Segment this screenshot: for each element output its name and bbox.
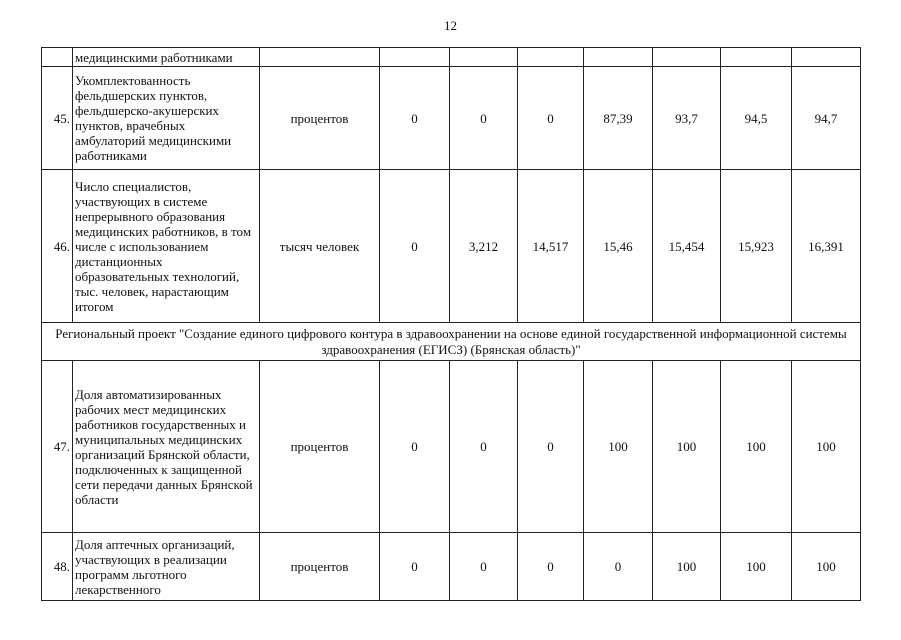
value-cell: 0 [518, 361, 584, 533]
indicator-name: Укомплектованность фельдшерских пунктов, фельдшерско-акушерских пунктов, врачебных амбулаторий медицинскими работниками [73, 67, 260, 170]
value-cell: 94,7 [792, 67, 861, 170]
indicator-name: Доля автоматизированных рабочих мест медицинских работников государственных и муниципальных медицинских организаций Брянской области, подключенных к защищенной сети передачи данных Брянской области [73, 361, 260, 533]
row-number: 47. [42, 361, 73, 533]
indicator-name: Число специалистов, участвующих в системе непрерывного образования медицинских работников, в том числе с использованием дистанционных образовательных технологий, тыс. человек, нарастающим итогом [73, 170, 260, 323]
value-cell: 15,46 [584, 170, 653, 323]
value-cell: 93,7 [653, 67, 721, 170]
value-cell: 100 [721, 361, 792, 533]
value-cell: 0 [584, 533, 653, 601]
value-cell: 0 [450, 533, 518, 601]
value-cell: 100 [792, 533, 861, 601]
value-cell: 87,39 [584, 67, 653, 170]
value-cell: 100 [584, 361, 653, 533]
indicator-name: Доля аптечных организаций, участвующих в реализации программ льготного лекарственного [73, 533, 260, 601]
value-cell: 94,5 [721, 67, 792, 170]
unit-cell: процентов [260, 361, 380, 533]
value-cell: 14,517 [518, 170, 584, 323]
indicators-table [41, 47, 861, 601]
value-cell: 3,212 [450, 170, 518, 323]
value-cell: 100 [792, 361, 861, 533]
value-cell: 0 [518, 67, 584, 170]
table-row [42, 170, 861, 323]
unit-cell: процентов [260, 67, 380, 170]
value-cell: 0 [518, 533, 584, 601]
value-cell: 0 [380, 170, 450, 323]
value-cell: 0 [380, 67, 450, 170]
value-cell: 0 [380, 533, 450, 601]
value-cell: 0 [450, 361, 518, 533]
table-row [42, 361, 861, 533]
value-cell: 100 [653, 361, 721, 533]
value-cell: 15,454 [653, 170, 721, 323]
unit-cell: тысяч человек [260, 170, 380, 323]
table-row [42, 67, 861, 170]
value-cell: 16,391 [792, 170, 861, 323]
value-cell: 100 [721, 533, 792, 601]
table-row [42, 48, 861, 67]
row-number: 48. [42, 533, 73, 601]
section-row [42, 323, 861, 361]
table-row [42, 533, 861, 601]
value-cell: 15,923 [721, 170, 792, 323]
page-number: 12 [444, 18, 457, 33]
value-cell: 0 [380, 361, 450, 533]
value-cell: 0 [450, 67, 518, 170]
indicator-name: медицинскими работниками [73, 48, 260, 67]
row-number: 46. [42, 170, 73, 323]
row-number: 45. [42, 67, 73, 170]
value-cell: 100 [653, 533, 721, 601]
unit-cell: процентов [260, 533, 380, 601]
section-title: Региональный проект "Создание единого цифрового контура в здравоохранении на основе единой государственной информационной системы здравоохранения (ЕГИСЗ) (Брянская область)" [42, 323, 861, 361]
